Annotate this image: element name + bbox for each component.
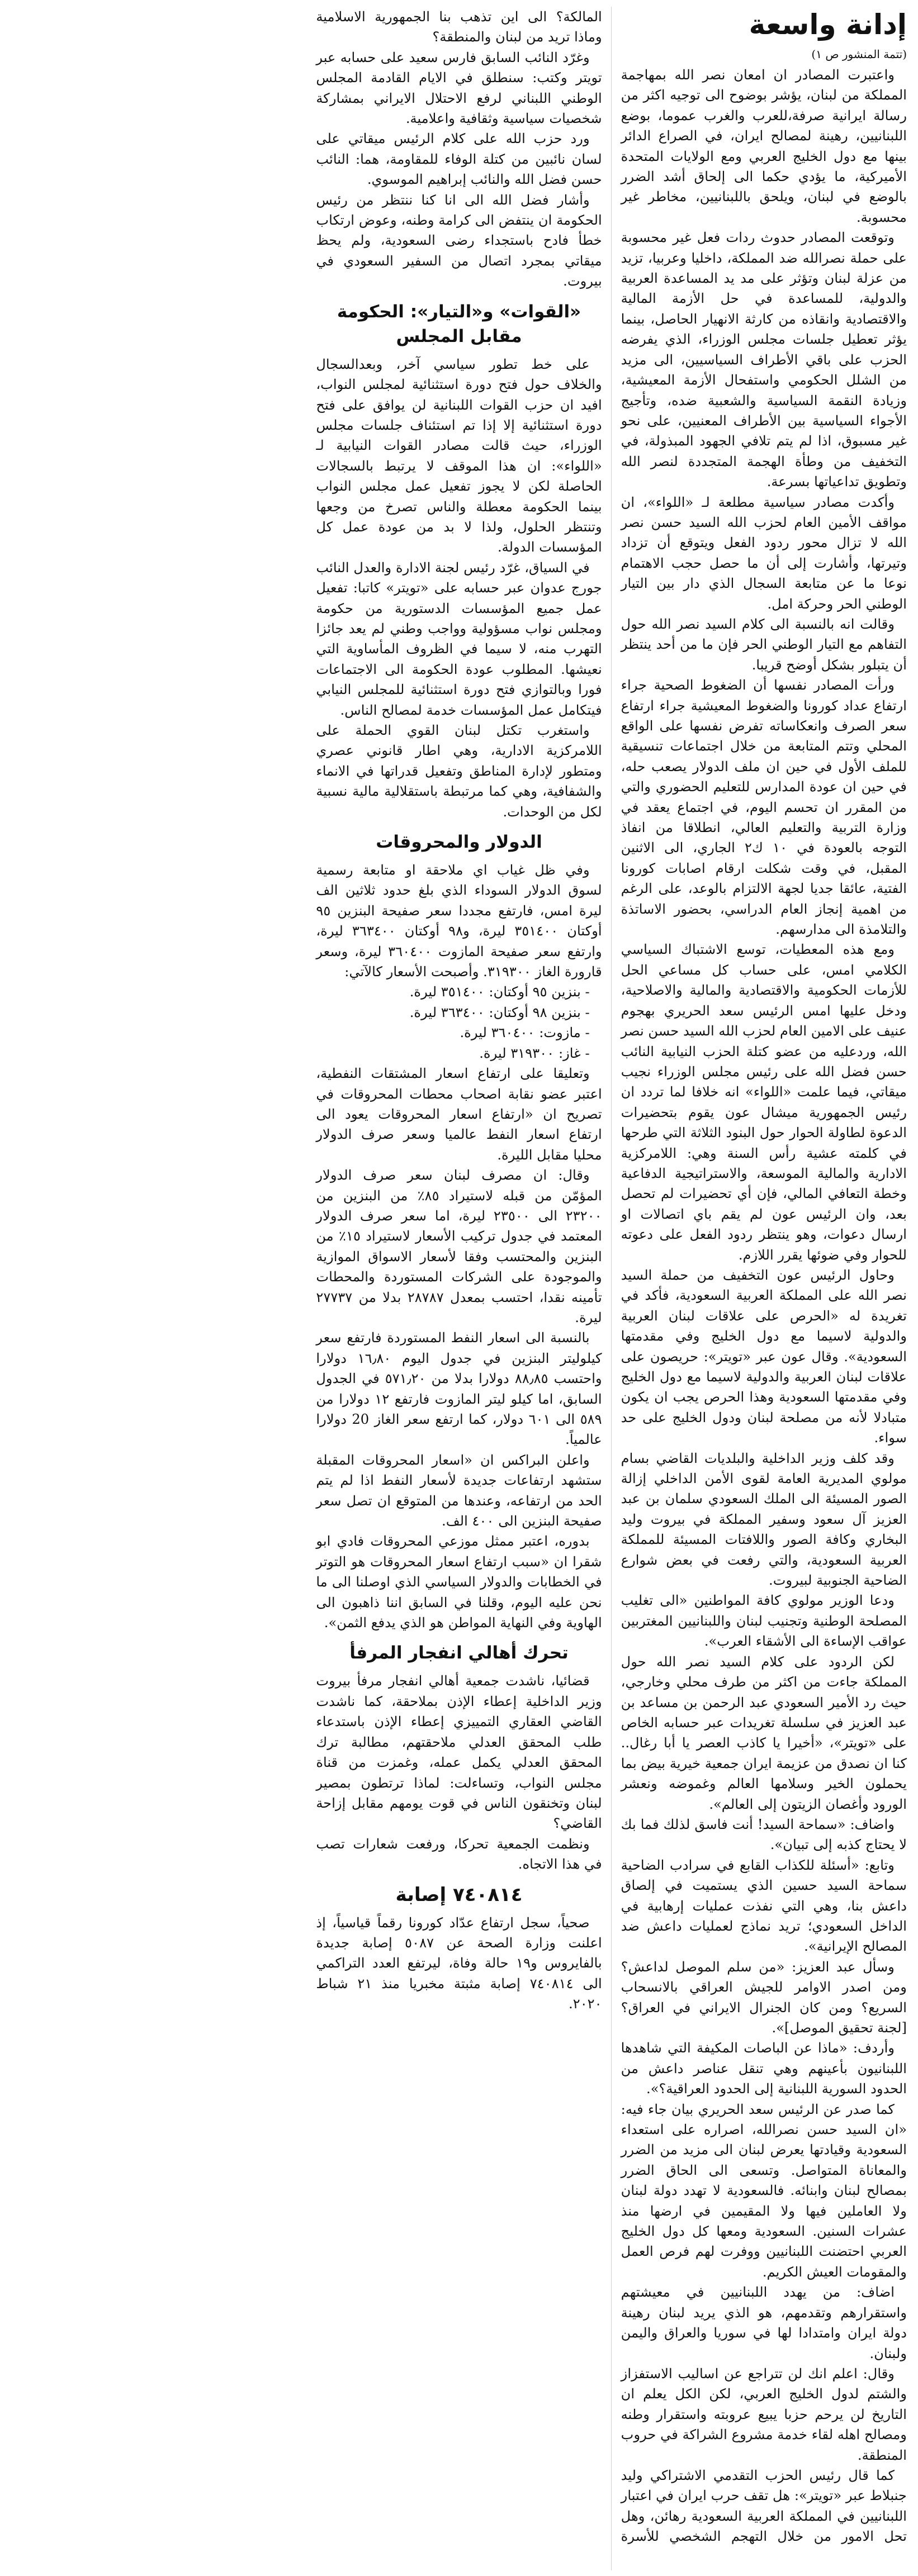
- paragraph: ورأت المصادر نفسها أن الضغوط الصحية جراء ارتفاع عداد كورونا والضغوط المعيشية جراء ارتفاع سعر الصرف وانعكاساته تفرض نفسها على الواقع المحلي وتتم المتابعة من خلال اجتماعات تنسيقية للملف الأول في حين ان ملف الدولار يصعب حله، في حين ان عودة المدارس للتعليم الحضوري والتي من المقرر ان تحسم اليوم، في اجتماع يعقد في وزارة التربية والتعليم العالي، انطلاقا من انفاذ التوجه بالعودة في ١٠ ك٢ الجاري، الى الاثنين المقبل، في وقت شكلت ارقام اصابات كورونا الفتية، عائقا جديا لجهة الالتزام بالوعد، على الرغم من اهمية إنجاز العام الدراسي، بحضور الاساتذة والتلامذة الى مدارسهم.: [621, 677, 907, 938]
- paragraph: - بنزين ٩٥ أوكتان: ٣٥١٤٠٠ ليرة.: [409, 984, 590, 1000]
- paragraph: بالنسبة الى اسعار النفط المستوردة فارتفع سعر كيلوليتر البنزين في جدول اليوم ١٦٫٨٠ دولارا واحتسب ٨٨٫٨٥ دولارا بدلا من ٥٧١٫٢٠ في الجدول السابق، اما كيلو ليتر المازوت فارتفع ١٢ دولارا من ٥٨٩ الى ٦٠١ دولار، كما ارتفع سعر الغاز 20 دولارا عالمياً.: [316, 1330, 602, 1448]
- paragraph: وقد كلف وزير الداخلية والبلديات القاضي بسام مولوي المديرية العامة لقوى الأمن الداخلي إزالة الصور المسيئة الى الملك السعودي سلمان بن عبد العزيز آل سعود وسفير المملكة في بيروت وليد البخاري وكافة الصور واللافتات المسيئة للمملكة العربية السعودية، والتي رفعت في بعض شوارع الضاحية الجنوبية لبيروت.: [621, 1450, 907, 1589]
- dollar-section-continued: [316, 1063, 602, 1633]
- forces-section: [316, 354, 602, 822]
- paragraph: وسأل عبد العزيز: «من سلم الموصل لداعش؟ ومن اصدر الاوامر للجيش العراقي بالانسحاب السريع؟ ومن كان الجنرال الايراني في العراق؟ [لجنة تحقيق الموصل]».: [621, 1959, 907, 2036]
- dollar-section: [316, 860, 602, 982]
- paragraph: قضائيا، ناشدت جمعية أهالي انفجار مرفأ بيروت وزير الداخلية إعطاء الإذن بملاحقة، كما ناشدت القاضي العقاري التمييزي إعطاء الإذن باستدعاء طلب المحقق العدلي ملاحقتهم، مطالبة ترك المحقق العدلي يكمل عمله، وغمزت من قناة مجلس النواب، وتساءلت: لماذا ترتطون بمصير لبنان وتخنقون الناس في قوت يومهم مقابل إزاحة القاضي؟: [316, 1673, 602, 1832]
- section-heading-dollar: الدولار والمحروقات: [376, 832, 542, 853]
- paragraph: وتعليقا على ارتفاع اسعار المشتقات النفطية، اعتبر عضو نقابة اصحاب محطات المحروقات في تصريح ان «ارتفاع اسعار المحروقات يعود الى ارتفاع اسعار النفط عالميا وسعر صرف الدولار محليا مقابل الليرة.: [316, 1066, 602, 1163]
- paragraph: في السياق، غرّد رئيس لجنة الادارة والعدل النائب جورج عدوان عبر حسابه على «تويتر» كاتبا: تفعيل عمل جميع المؤسسات الدستورية من حكومة ومجلس نواب مسؤولية وواجب وطني لم يعد جائزا التهرب منه، لا سيما في الظروف المأساوية التي نعيشها. المطلوب عودة الحكومة الى الاجتماعات فورا وبالتوازي فتح دورة استثنائية للمجلس النيابي فيتكامل عمل المؤسسات خدمة لمصالح الناس.: [316, 559, 602, 718]
- continuation-note: (تتمة المنشور ص ١): [811, 47, 907, 61]
- fuel-price-list: [316, 982, 602, 1063]
- paragraph: على خط تطور سياسي آخر، وبعدالسجال والخلاف حول فتح دورة استثنائية لمجلس النواب، افيد ان حزب القوات اللبنانية لن يوافق على فتح دورة استثنائية إلا إذا تم استئناف جلسات مجلس الوزراء، حيث قالت مصادر القوات النيابية لـ «اللواء»: ان هذا الموقف لا يرتبط بالسجالات الحاصلة لكن لا يجوز تفعيل عمل مجلس النواب بينما الحكومة معطلة والناس تصرخ من وجعها وتنتظر الحلول، ولذا لا بد من عودة عمل كل المؤسسات الدولة.: [316, 356, 602, 555]
- paragraph: واضاف: «سماحة السيد! أنت فاسق لذلك فما بك لا يحتاج كذبه إلى تبيان».: [621, 1816, 907, 1853]
- paragraph: كما قال رئيس الحزب التقدمي الاشتراكي وليد جنبلاط عبر «تويتر»: هل تقف حرب ايران في اعتبار اللبنانيين في المملكة العربية السعودية رهائن، وهل تحل الامور من خلال التهجم الشخصي للأسرة المالكة؟ الى اين تذهب بنا الجمهورية الاسلامية وماذا تريد من لبنان والمنطقة؟: [316, 9, 907, 2545]
- paragraph: صحياً، سجل ارتفاع عدّاد كورونا رقماً قياسياً، إذ اعلنت وزارة الصحة عن ٥٠٨٧ إصابة جديدة بالفايروس و١٩ حالة وفاة، ليرتفع العدد التراكمي الى ٧٤٠٨١٤ إصابة مثبتة مخبريا منذ ٢١ شباط ٢٠٢٠.: [316, 1914, 602, 2012]
- paragraph: وأشار فضل الله الى انا كنا ننتظر من رئيس الحكومة ان ينتفض الى كرامة وطنه، وعوض ارتكاب خطأ فادح باستجداء رضى السعودية، ولم يحظ ميقاتي بمجرد اتصال من السفير السعودي في بيروت.: [316, 192, 602, 289]
- paragraph: وحاول الرئيس عون التخفيف من حملة السيد نصر الله على المملكة العربية السعودية، فأكد في تغريدة له «الحرص على علاقات لبنان العربية والدولية لاسيما مع دول الخليج وفي مقدمتها السعودية». وقال عون عبر «تويتر»: حريصون على علاقات لبنان العربية والدولية لاسيما مع دول الخليج وفي مقدمتها السعودية وهذا الحرص يجب ان يكون متبادلا لأنه من مصلحة لبنان ودول الخليج على حد سواء.: [621, 1267, 907, 1446]
- paragraph: وتوقعت المصادر حدوث ردات فعل غير محسوبة على حملة نصرالله ضد المملكة، داخليا وعربيا، تزيد من عزلة لبنان وتؤثر على مد يد المساعدة العربية والدولية، للمساعدة في حل الأزمة المالية والاقتصادية وانقاذه من كارثة الانهيار الحاصل، بينما يؤثر تعطيل جلسات مجلس الوزراء، الذي يفرضه الحزب على باقي الأطراف السياسيين، الى مزيد من الشلل الحكومي واستفحال الأزمة المعيشية، وزيادة النقمة السياسية والشعبية ضده، وتأجيج الأجواء السياسية بين الأطراف المعنيين، على نحو غير مسبوق، اذا لم يتم تلافي الجهود المبذولة، في التخفيف من وطأة الهجمة المتجددة لنصر الله وتطويق تداعياتها بسرعة.: [621, 230, 907, 490]
- paragraph: كما صدر عن الرئيس سعد الحريري بيان جاء فيه: «ان السيد حسن نصرالله، اصراره على استعداء السعودية وقيادتها يعرض لبنان الى مزيد من الضرر والمعاناة المتواصل. وتسعى الى الحاق الضرر بمصالح لبنان وابنائه. فالسعودية لا تهدد دولة لبنان ولا العاملين فيها ولا المقيمين في ارضها منذ عشرات السنين. السعودية ومعها كل دول الخليج العربي احتضنت اللبنانيين ووفرت لهم فرص العمل والمقومات العيش الكريم.: [621, 2101, 907, 2280]
- covid-section: [316, 1913, 602, 2014]
- paragraph: واعتبرت المصادر ان امعان نصر الله بمهاجمة المملكة من لبنان، يؤشر بوضوح الى توجيه اكثر من رسالة ايرانية صرفة،للعرب والغرب عموما، بوضع اللبنانيين، رهينة لمصالح ايران، في الصراع الدائر بينها مع دول الخليج العربي ومع الولايات المتحدة الأميركية، ما يؤدي حكما الى إلحاق أشد الضرر بالوضع في لبنان، ويلحق باللبنانيين، مخاطر غير محسوبة.: [621, 67, 907, 225]
- paragraph: واعلن البراكس ان «اسعار المحروقات المقبلة ستشهد ارتفاعات جديدة لأسعار النفط اذا لم يتم الحد من ارتفاعه، وعندها من المتوقع ان تصل سعر صفيحة البنزين الى ٤٠٠ الف.: [316, 1452, 602, 1529]
- paragraph: ورد حزب الله على كلام الرئيس ميقاتي على لسان نائبين من كتلة الوفاء للمقاومة، هما: النائب حسن فضل الله والنائب إبراهيم الموسوي.: [316, 131, 602, 188]
- paragraph: - غاز: ٣١٩٣٠٠ ليرة.: [479, 1045, 590, 1061]
- paragraph: وقال: ان مصرف لبنان سعر صرف الدولار المؤمّن من قبله لاستيراد ٨٥٪ من البنزين من ٢٣٢٠٠ الى ٢٣٥٠٠ ليرة، اما سعر صرف الدولار المعتمد في جدول تركيب الأسعار لاستيراد ١٥٪ من البنزين والمحتسب وفقا لأسعار الاسواق الموازية والموجودة على الشركات المستوردة والمحطات تأمينه نقدا، احتسب بمعدل ٢٨٧٨٧ بدلا من ٢٧٧٣٧ ليرة.: [316, 1167, 602, 1325]
- paragraph: وأكدت مصادر سياسية مطلعة لـ «اللواء»، ان مواقف الأمين العام لحزب الله السيد حسن نصر الله لا تزال محور ردود الفعل ويتوقع أن تزداد وتيرتها، وأشارت إلى أن ما حصل حجب الاهتمام نوعا ما عن متابعة السجال الذي دار بين التيار الوطني الحر وحركة امل.: [621, 494, 907, 612]
- paragraph: وتابع: «أسئلة للكذاب القابع في سرادب الضاحية سماحة السيد حسين الذي يستميت في إلصاق داعش بنا، وهي التي نفذت عمليات إرهابية في الداخل السعودي؛ تريد نماذج لعمليات داعش ضد المصالح الإيرانية».: [621, 1857, 907, 1955]
- section-heading-forces: «القوات» و«التيار»: الحكومة مقابل المجلس: [337, 301, 581, 346]
- paragraph: وقالت انه بالنسبة الى كلام السيد نصر الله حول التفاهم مع التيار الوطني الحر فإن ما من أحد ينتظر أن يتبلور بشكل أوضح قريبا.: [621, 616, 907, 673]
- paragraph: وأردف: «ماذا عن الباصات المكيفة التي شاهدها اللبنانيون بأعينهم وهي تنقل عناصر داعش من الحدود السورية اللبنانية إلى الحدود العراقية؟».: [621, 2040, 907, 2097]
- paragraph: ودعا الوزير مولوي كافة المواطنين «الى تغليب المصلحة الوطنية وتجنيب لبنان واللبنانيين المغتربين عواقب الإساءة الى الأشقاء العرب».: [621, 1593, 907, 1650]
- paragraph: لكن الردود على كلام السيد نصر الله حول المملكة جاءت من اكثر من طرف محلي وخارجي، حيث رد الأمير السعودي عبد الرحمن بن مساعد بن عبد العزيز في سلسلة تغريدات عبر حسابه الخاص على «تويتر»، «أخيرا يا كاذب العصر يا أبا رغال.. كنا ان نصدق من عزيمة ايران جمعية خيرية بيض بما يحملون الخير وسلامها العالم وغموضه ونعشر الورود وأغصان الزيتون إلى العالم».: [621, 1653, 907, 1812]
- section-heading-covid: ٧٤٠٨١٤ إصابة: [395, 1883, 523, 1906]
- paragraph: - مازوت: ٣٦٠٤٠٠ ليرة.: [460, 1025, 590, 1041]
- paragraph: بدوره، اعتبر ممثل موزعي المحروقات فادي ابو شقرا ان «سبب ارتفاع اسعار المحروقات هو التوتر في الخطابات والدولار السياسي الذي اوصلنا الى ما نحن عليه اليوم، وقلنا في السابق اننا ذاهبون الى الهاوية وفي النهاية المواطن هو الذي يدفع الثمن».: [316, 1533, 602, 1631]
- paragraph: وقال: اعلم انك لن تتراجع عن اساليب الاستفزاز والشتم لدول الخليج العربي، لكن الكل يعلم ان التاريخ لن يرحم حزبا يبيع عروبته واستقرار وطنه ومصالح اهله لقاء خدمة مشروع الشراكة في حروب المنطقة.: [621, 2365, 907, 2463]
- section-heading-port: تحرك أهالي انفجار المرفأ: [349, 1643, 569, 1664]
- port-section: [316, 1671, 602, 1874]
- article-headline: إدانة واسعة: [749, 8, 907, 41]
- paragraph: - بنزين ٩٨ أوكتان: ٣٦٣٤٠٠ ليرة.: [409, 1004, 590, 1020]
- paragraph: اضاف: من يهدد اللبنانيين في معيشتهم واستقرارهم وتقدمهم، هو الذي يريد لبنان رهينة دولة ايران وامتدادا لها في سوريا والعراق واليمن ولبنان.: [621, 2284, 907, 2361]
- paragraph: وغرّد النائب السابق فارس سعيد على حسابه عبر تويتر وكتب: سنطلق في الايام القادمة المجلس الوطني اللبناني لرفع الاحتلال الايراني بمشاركة شخصيات سياسية وثقافية واعلامية.: [316, 49, 602, 127]
- paragraph: واستغرب تكتل لبنان القوي الحملة على اللامركزية الادارية، وهي اطار قانوني عصري ومتطور لإدارة المناطق وتفعيل قدراتها في الانماء والشفافية، وهي كما مرتبطة باستقلالية مالية نسبية لكل من الوحدات.: [316, 723, 602, 820]
- paragraph: ومع هذه المعطيات، توسع الاشتباك السياسي الكلامي امس، على حساب كل مساعي الحل للأزمات الحكومية والاقتصادية والمالية والاصلاحية، ودخل عليها امس الرئيس سعد الحريري بهجوم عنيف على الامين العام لحزب الله السيد حسن نصر الله، وردعليه من عضو كتلة الحزب النيابية النائب حسن فضل الله على رئيس مجلس الوزراء نجيب ميقاتي، فيما علمت «اللواء» انه خلافا لما تردد ان رئيس الجمهورية ميشال عون يقوم بتحضيرات الدعوة لطاولة الحوار حول البنود الثلاثة التي طرحها في كلمته عشية رأس السنة وهي: اللامركزية الادارية والمالية الموسعة، والاستراتيجية الدفاعية وخطة التعافي المالي، فإن أي تحضيرات لم تحصل بعد، وان الرئيس عون لم يقم باي اتصالات او ارسال دعوات، وهو ينتظر ردود الفعل على دعوته للحوار وفي ضوئها يقرر اللازم.: [621, 942, 907, 1263]
- paragraph: ونظمت الجمعية تحركا، ورفعت شعارات تصب في هذا الاتجاه.: [316, 1836, 602, 1872]
- paragraph: وفي ظل غياب اي ملاحقة او متابعة رسمية لسوق الدولار السوداء الذي بلغ حدود ثلاثين الف ليرة امس، فارتفع مجددا سعر صفيحة البنزين ٩٥ أوكتان ٣٥١٤٠٠ ليرة، و٩٨ أوكتان ٣٦٣٤٠٠ ليرة، وارتفع سعر صفيحة المازوت ٣٦٠٤٠٠ ليرة، وسعر قارورة الغاز ٣١٩٣٠٠. وأصبحت الأسعار كالآتي:: [316, 862, 602, 980]
